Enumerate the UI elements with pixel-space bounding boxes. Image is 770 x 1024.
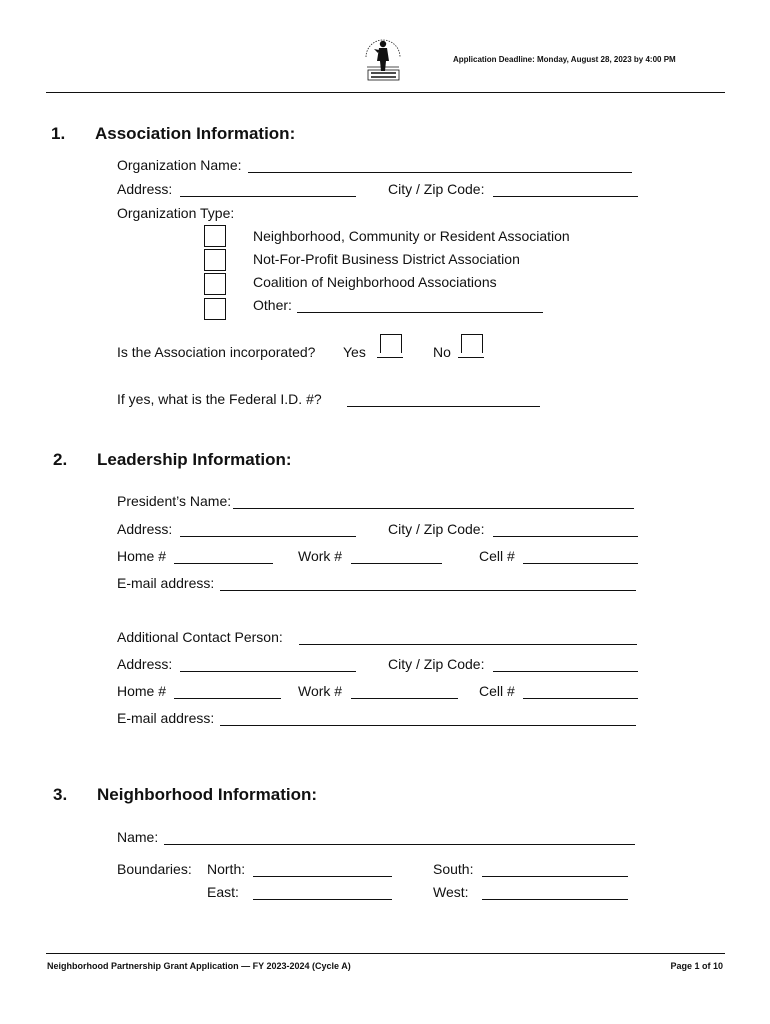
- type-neighborhood-checkbox[interactable]: [204, 225, 226, 247]
- section-2-number: 2.: [53, 450, 68, 469]
- contact-home-label: Home #: [117, 683, 167, 699]
- president-work-field[interactable]: [351, 563, 442, 564]
- president-cell-field[interactable]: [523, 563, 638, 564]
- west-field[interactable]: [482, 899, 628, 900]
- east-field[interactable]: [253, 899, 392, 900]
- city-seal-logo: [362, 35, 404, 83]
- footer-divider: [46, 953, 725, 954]
- incorporated-question: Is the Association incorporated?: [117, 344, 316, 360]
- incorporated-no-checkbox[interactable]: [461, 334, 483, 353]
- city-zip-field[interactable]: [493, 196, 638, 197]
- south-label: South:: [433, 861, 474, 877]
- section-2-title: Leadership Information:: [97, 450, 292, 469]
- president-city-zip-field[interactable]: [493, 536, 638, 537]
- boundaries-label: Boundaries:: [117, 861, 192, 877]
- neighborhood-name-field[interactable]: [164, 844, 635, 845]
- application-deadline: Application Deadline: Monday, August 28, 2023 by 4:00 PM: [453, 55, 676, 64]
- incorporated-yes-checkbox[interactable]: [380, 334, 402, 353]
- type-other-field[interactable]: [297, 312, 543, 313]
- footer-title: Neighborhood Partnership Grant Application — FY 2023-2024 (Cycle A): [47, 961, 351, 971]
- type-coalition-checkbox[interactable]: [204, 273, 226, 295]
- no-label: No: [433, 344, 451, 360]
- president-email-label: E-mail address:: [117, 575, 215, 591]
- org-type-label: Organization Type:: [117, 205, 235, 221]
- type-coalition-label: Coalition of Neighborhood Associations: [253, 274, 497, 290]
- address-label: Address:: [117, 181, 173, 197]
- federal-id-label: If yes, what is the Federal I.D. #?: [117, 391, 322, 407]
- additional-contact-label: Additional Contact Person:: [117, 629, 283, 645]
- header-divider: [46, 92, 725, 93]
- contact-city-zip-field[interactable]: [493, 671, 638, 672]
- president-address-label: Address:: [117, 521, 173, 537]
- president-name-field[interactable]: [233, 508, 634, 509]
- president-home-field[interactable]: [174, 563, 273, 564]
- contact-email-label: E-mail address:: [117, 710, 215, 726]
- president-home-label: Home #: [117, 548, 167, 564]
- type-business-district-checkbox[interactable]: [204, 249, 226, 271]
- contact-address-field[interactable]: [180, 671, 356, 672]
- type-other-label: Other:: [253, 297, 292, 313]
- type-neighborhood-label: Neighborhood, Community or Resident Association: [253, 228, 570, 244]
- section-1-number: 1.: [51, 124, 66, 143]
- yes-underline: [377, 357, 403, 358]
- president-cell-label: Cell #: [479, 548, 515, 564]
- page-number: Page 1 of 10: [670, 961, 723, 971]
- president-name-label: President’s Name:: [117, 493, 232, 509]
- type-other-checkbox[interactable]: [204, 298, 226, 320]
- president-city-zip-label: City / Zip Code:: [388, 521, 485, 537]
- neighborhood-name-label: Name:: [117, 829, 159, 845]
- west-label: West:: [433, 884, 469, 900]
- address-field[interactable]: [180, 196, 356, 197]
- contact-cell-field[interactable]: [523, 698, 638, 699]
- org-name-field[interactable]: [248, 172, 632, 173]
- section-3-number: 3.: [53, 785, 68, 804]
- type-business-district-label: Not-For-Profit Business District Association: [253, 251, 520, 267]
- section-3-title: Neighborhood Information:: [97, 785, 318, 804]
- president-work-label: Work #: [298, 548, 343, 564]
- yes-label: Yes: [343, 344, 366, 360]
- president-email-field[interactable]: [220, 590, 636, 591]
- contact-home-field[interactable]: [174, 698, 281, 699]
- north-field[interactable]: [253, 876, 392, 877]
- south-field[interactable]: [482, 876, 628, 877]
- president-address-field[interactable]: [180, 536, 356, 537]
- contact-email-field[interactable]: [220, 725, 636, 726]
- contact-work-field[interactable]: [351, 698, 458, 699]
- org-name-label: Organization Name:: [117, 157, 242, 173]
- contact-work-label: Work #: [298, 683, 343, 699]
- section-1-title: Association Information:: [95, 124, 296, 143]
- contact-city-zip-label: City / Zip Code:: [388, 656, 485, 672]
- contact-address-label: Address:: [117, 656, 173, 672]
- federal-id-field[interactable]: [347, 406, 540, 407]
- no-underline: [458, 357, 484, 358]
- north-label: North:: [207, 861, 246, 877]
- east-label: East:: [207, 884, 239, 900]
- city-zip-label: City / Zip Code:: [388, 181, 485, 197]
- contact-cell-label: Cell #: [479, 683, 515, 699]
- additional-contact-field[interactable]: [299, 644, 637, 645]
